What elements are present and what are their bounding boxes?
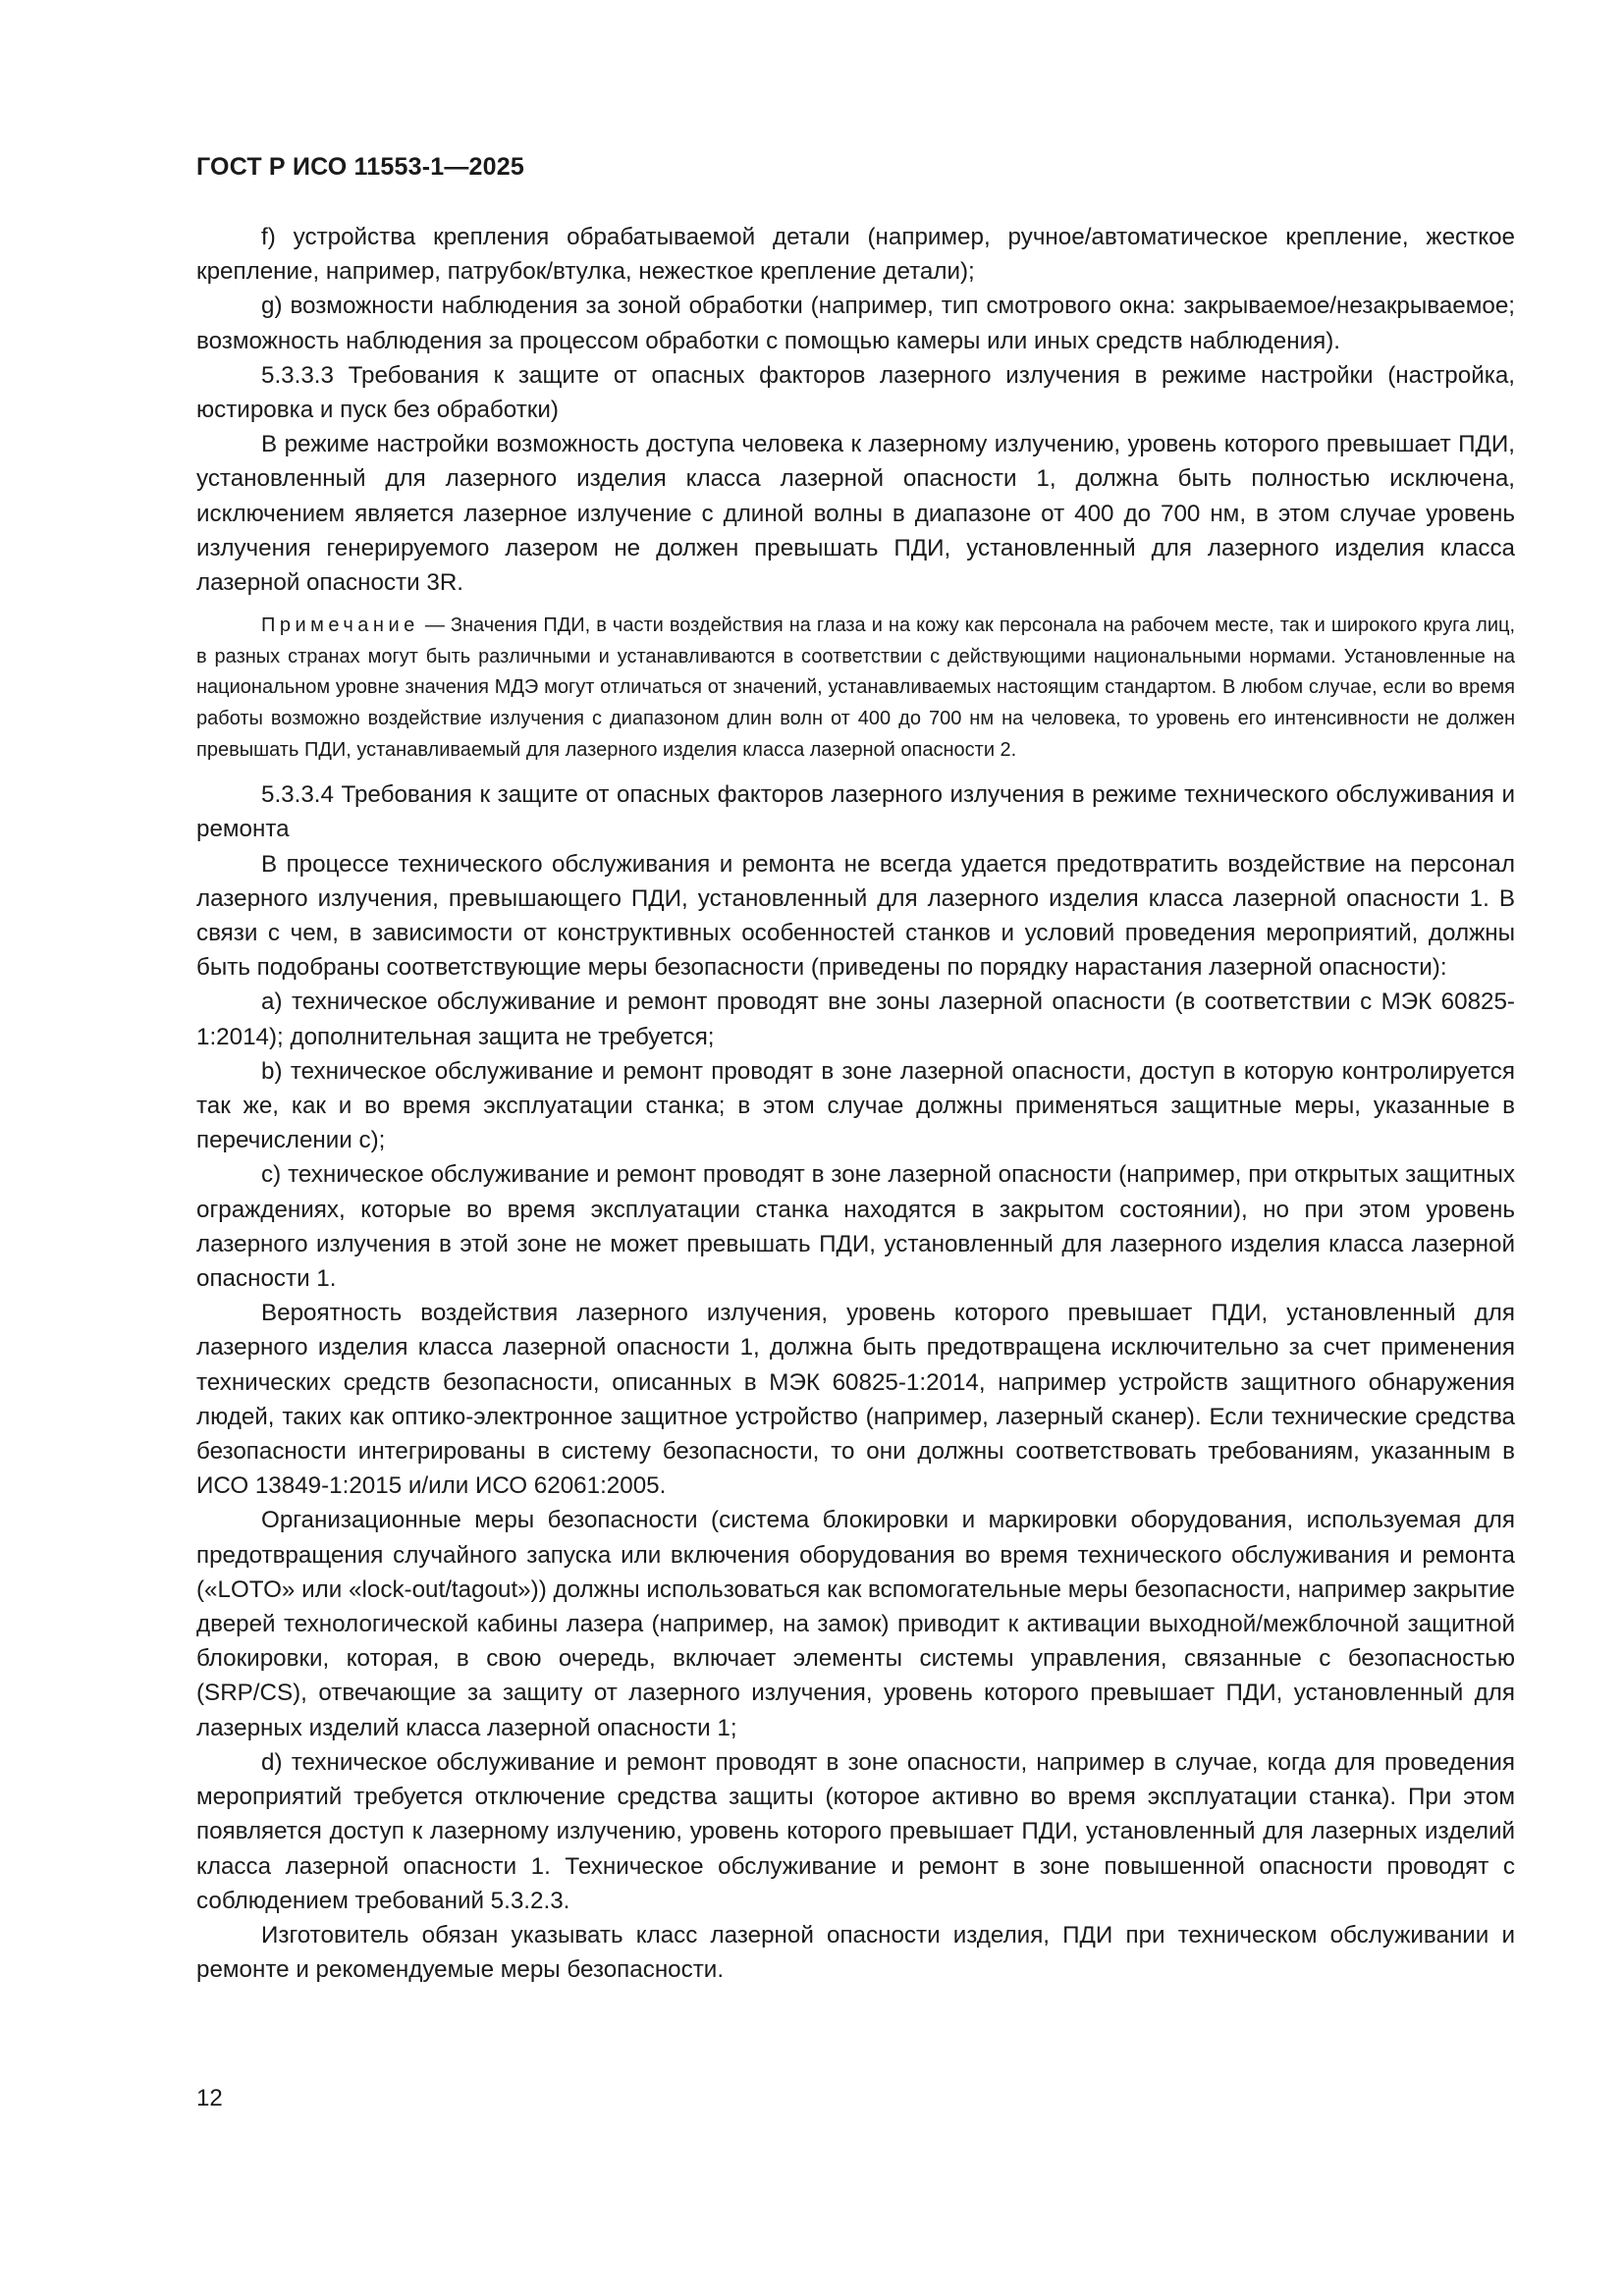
section-heading-5-3-3-3: 5.3.3.3 Требования к защите от опасных факторов лазерного излучения в режиме настройки (настройка, юстировка и пуск без обработки) [196, 361, 1515, 424]
list-item-a: a) техническое обслуживание и ремонт проводят вне зоны лазерной опасности (в соответствии с МЭК 60825-1:2014); дополнительная защита не требуется; [196, 988, 1515, 1050]
note-text: — Значения ПДИ, в части воздействия на глаза и на кожу как персонала на рабочем месте, так и широкого круга лиц, в разных странах могут быть различными и устанавливаются в соответствии с действующими национальными нормами. Установленные на национальном уровне значения МДЭ могут отличаться от значений, устанавливаемых настоящим стандартом. В любом случае, если во время работы возможно воздействие излучения с диапазоном длин волн от 400 до 700 нм на человека, то уровень его интенсивности не должен превышать ПДИ, устанавливаемый для лазерного изделия класса лазерной опасности 2. [196, 614, 1515, 761]
note-label: Примечание [261, 614, 419, 637]
body-paragraph: В процессе технического обслуживания и ремонта не всегда удается предотвратить воздействие на персонал лазерного излучения, превышающего ПДИ, установленный для лазерного изделия класса лазерной опасности 1. В связи с чем, в зависимости от конструктивных особенностей станков и условий проведения мероприятий, должны быть подобраны соответствующие меры безопасности (приведены по порядку нарастания лазерной опасности): [196, 850, 1515, 982]
note-paragraph [196, 611, 1515, 766]
body-paragraph: В режиме настройки возможность доступа человека к лазерному излучению, уровень которого превышает ПДИ, установленный для лазерного изделия класса лазерной опасности 1, должна быть полностью исключена, исключением является лазерное излучение с длиной волны в диапазоне от 400 до 700 нм, в этом случае уровень излучения генерируемого лазером не должен превышать ПДИ, установленный для лазерного изделия класса лазерной опасности 3R. [196, 431, 1515, 597]
section-heading-5-3-3-4: 5.3.3.4 Требования к защите от опасных факторов лазерного излучения в режиме технического обслуживания и ремонта [196, 781, 1515, 843]
list-item-b: b) техническое обслуживание и ремонт проводят в зоне лазерной опасности, доступ в которую контролируется так же, как и во время эксплуатации станка; в этом случае должны применяться защитные меры, указанные в перечислении с); [196, 1057, 1515, 1154]
document-body [196, 220, 1515, 1987]
list-item-c: c) техническое обслуживание и ремонт проводят в зоне лазерной опасности (например, при открытых защитных ограждениях, которые во время эксплуатации станка находятся в закрытом состоянии), но при этом уровень лазерного излучения в этой зоне не может превышать ПДИ, установленный для лазерного изделия класса лазерной опасности 1. [196, 1161, 1515, 1293]
body-paragraph: Вероятность воздействия лазерного излучения, уровень которого превышает ПДИ, установленный для лазерного изделия класса лазерной опасности 1, должна быть предотвращена исключительно за счет применения технических средств безопасности, описанных в МЭК 60825-1:2014, например устройств защитного обнаружения людей, таких как оптико-электронное защитное устройство (например, лазерный сканер). Если технические средства безопасности интегрированы в систему безопасности, то они должны соответствовать требованиям, указанным в ИСО 13849-1:2015 и/или ИСО 62061:2005. [196, 1300, 1515, 1500]
document-header: ГОСТ Р ИСО 11553-1—2025 [196, 153, 524, 181]
body-paragraph: Организационные меры безопасности (система блокировки и маркировки оборудования, используемая для предотвращения случайного запуска или включения оборудования во время технического обслуживания и ремонта («LOTO» или «lock-out/tagout»)) должны использоваться как вспомогательные меры безопасности, например закрытие дверей технологической кабины лазера (например, на замок) приводит к активации выходной/межблочной защитной блокировки, которая, в свою очередь, включает элементы системы управления, связанные с безопасностью (SRP/CS), отвечающие за защиту от лазерного излучения, уровень которого превышает ПДИ, установленный для лазерных изделий класса лазерной опасности 1; [196, 1507, 1515, 1741]
list-item-d: d) техническое обслуживание и ремонт проводят в зоне опасности, например в случае, когда для проведения мероприятий требуется отключение средства защиты (которое активно во время эксплуатации станка). При этом появляется доступ к лазерному излучению, уровень которого превышает ПДИ, установленный для лазерных изделий класса лазерной опасности 1. Техническое обслуживание и ремонт в зоне повышенной опасности проводят с соблюдением требований 5.3.2.3. [196, 1748, 1515, 1914]
page-number: 12 [196, 2085, 223, 2111]
body-paragraph: Изготовитель обязан указывать класс лазерной опасности изделия, ПДИ при техническом обслуживании и ремонте и рекомендуемые меры безопасности. [196, 1921, 1515, 1984]
list-item-f: f) устройства крепления обрабатываемой детали (например, ручное/автоматическое крепление, жесткое крепление, например, патрубок/втулка, нежесткое крепление детали); [196, 224, 1515, 286]
list-item-g: g) возможности наблюдения за зоной обработки (например, тип смотрового окна: закрываемое/незакрываемое; возможность наблюдения за процессом обработки с помощью камеры или иных средств наблюдения). [196, 293, 1515, 354]
